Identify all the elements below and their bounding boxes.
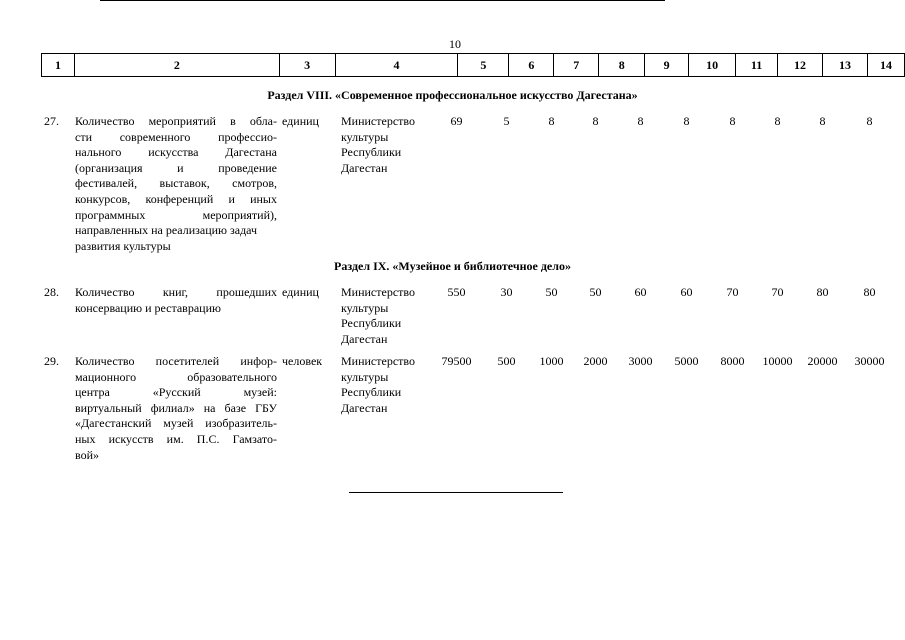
- organization-line: культуры: [341, 129, 389, 144]
- header-cell: 7: [554, 54, 599, 77]
- value-col-7: 8: [548, 114, 555, 128]
- header-cell: 5: [458, 54, 509, 77]
- section-title-ix: Раздел IX. «Музейное и библиотечное дело»: [334, 259, 571, 273]
- value-col-14: 30000: [854, 354, 885, 368]
- organization-line: Министерство: [341, 354, 415, 368]
- description-line: сти современного профессио-: [75, 129, 277, 144]
- header-cell: 11: [736, 54, 778, 77]
- top-rule: [100, 0, 665, 1]
- header-cell: 2: [74, 54, 279, 77]
- description-line: вой»: [75, 447, 100, 462]
- row-description: [75, 354, 277, 463]
- value-col-11: 8: [729, 114, 736, 128]
- row-organization: [341, 354, 415, 416]
- value-col-6: 30: [500, 285, 513, 299]
- header-row: [42, 54, 905, 77]
- organization-line: Республики: [341, 385, 402, 400]
- header-cell: 10: [689, 54, 736, 77]
- description-line: Количество посетителей инфор-: [75, 354, 277, 368]
- description-line: «Дагестанский музей изобразитель-: [75, 416, 277, 431]
- header-cell: 6: [509, 54, 554, 77]
- description-line: конкурсов, конференций и иных: [75, 191, 277, 206]
- organization-line: культуры: [341, 369, 389, 384]
- organization-line: Дагестан: [341, 331, 388, 346]
- organization-line: культуры: [341, 300, 389, 315]
- description-line: (организация и проведение: [75, 160, 277, 175]
- header-cell: 3: [279, 54, 335, 77]
- description-line: ных искусств им. П.С. Гамзато-: [75, 431, 277, 446]
- organization-line: Республики: [341, 316, 402, 331]
- value-col-11: 8000: [720, 354, 745, 368]
- header-cell: 4: [335, 54, 458, 77]
- description-line: Количество книг, прошедших: [75, 285, 277, 299]
- value-col-13: 8: [819, 114, 826, 128]
- header-cell: 14: [867, 54, 904, 77]
- value-col-12: 70: [771, 285, 784, 299]
- value-col-10: 5000: [674, 354, 699, 368]
- header-cell: 9: [645, 54, 689, 77]
- description-line: Количество мероприятий в обла-: [75, 114, 277, 128]
- row-unit: единиц: [282, 114, 319, 128]
- value-col-12: 8: [774, 114, 781, 128]
- row-description: [75, 114, 277, 254]
- description-line: мационного образовательного: [75, 369, 277, 384]
- organization-line: Министерство: [341, 114, 415, 128]
- value-col-7: 50: [545, 285, 558, 299]
- value-col-5: 69: [450, 114, 463, 128]
- value-col-9: 60: [634, 285, 647, 299]
- value-col-14: 8: [866, 114, 873, 128]
- description-line: виртуальный филиал» на базе ГБУ: [75, 400, 277, 415]
- organization-line: Дагестан: [341, 400, 388, 415]
- header-cell: 1: [42, 54, 75, 77]
- organization-line: Министерство: [341, 285, 415, 299]
- value-col-8: 8: [592, 114, 599, 128]
- row-organization: [341, 285, 415, 347]
- row-description: [75, 285, 277, 316]
- value-col-8: 50: [589, 285, 602, 299]
- value-col-10: 8: [683, 114, 690, 128]
- value-col-7: 1000: [539, 354, 564, 368]
- row-number: 27.: [44, 114, 59, 128]
- value-col-14: 80: [863, 285, 876, 299]
- value-col-13: 80: [816, 285, 829, 299]
- row-unit: человек: [282, 354, 323, 368]
- row-unit: единиц: [282, 285, 319, 299]
- row-number: 28.: [44, 285, 59, 299]
- organization-line: Республики: [341, 145, 402, 160]
- value-col-6: 500: [497, 354, 516, 368]
- page-number: 10: [449, 37, 461, 51]
- row-number: 29.: [44, 354, 59, 368]
- description-line: центра «Русский музей:: [75, 385, 277, 400]
- column-number-header: [41, 53, 905, 77]
- header-cell: 12: [778, 54, 823, 77]
- value-col-9: 3000: [628, 354, 653, 368]
- value-col-10: 60: [680, 285, 693, 299]
- section-title-viii: Раздел VIII. «Современное профессиональное искусство Дагестана»: [267, 88, 638, 102]
- value-col-5: 550: [447, 285, 466, 299]
- header-cell: 13: [822, 54, 867, 77]
- organization-line: Дагестан: [341, 160, 388, 175]
- description-line: программных мероприятий),: [75, 207, 277, 222]
- value-col-8: 2000: [583, 354, 608, 368]
- row-organization: [341, 114, 415, 176]
- description-line: фестивалей, выставок, смотров,: [75, 176, 277, 191]
- value-col-12: 10000: [762, 354, 793, 368]
- description-line: направленных на реализацию задач: [75, 223, 258, 238]
- description-line: консервацию и реставрацию: [75, 300, 221, 315]
- value-col-9: 8: [637, 114, 644, 128]
- value-col-5: 79500: [441, 354, 472, 368]
- value-col-11: 70: [726, 285, 739, 299]
- value-col-6: 5: [503, 114, 510, 128]
- value-col-13: 20000: [807, 354, 838, 368]
- header-cell: 8: [599, 54, 645, 77]
- end-rule: [349, 492, 563, 493]
- description-line: нального искусства Дагестана: [75, 145, 277, 160]
- description-line: развития культуры: [75, 238, 171, 253]
